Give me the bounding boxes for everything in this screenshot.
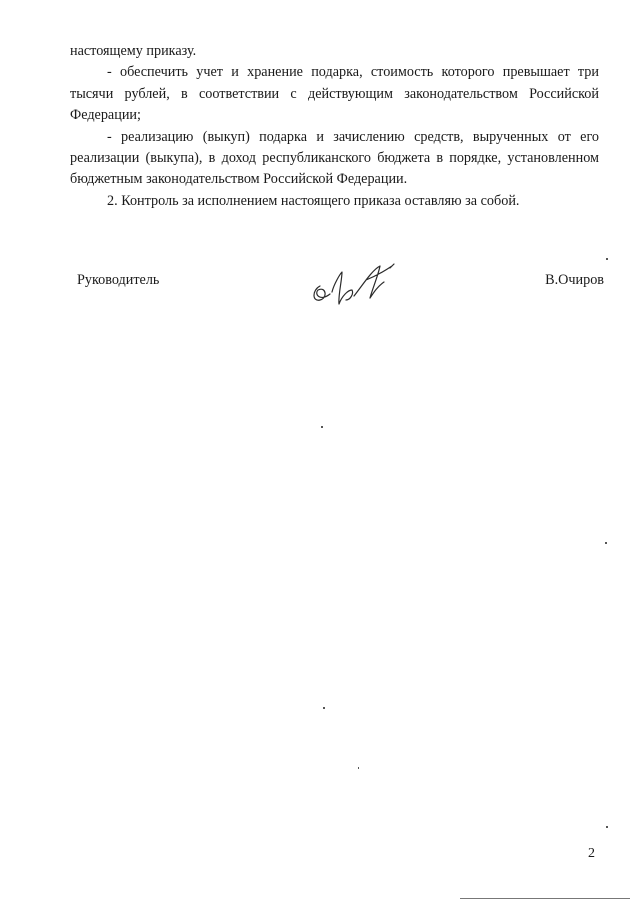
scan-speck	[358, 767, 359, 769]
paragraph-gift-accounting: - обеспечить учет и хранение подарка, стоимость которого превышает три тысячи рублей, в соответствии с действующим законодательством Российской Федерации;	[70, 64, 599, 124]
scan-speck	[605, 542, 607, 544]
scan-speck	[606, 826, 608, 828]
scan-speck	[321, 426, 323, 428]
page-number: 2	[588, 846, 595, 861]
scan-speck	[323, 707, 325, 709]
handwritten-signature	[306, 256, 402, 314]
signer-role: Руководитель	[77, 272, 160, 288]
scan-speck	[606, 258, 608, 260]
footer-rule	[460, 898, 630, 899]
paragraph-gift-sale: - реализацию (выкуп) подарка и зачислению средств, вырученных от его реализации (выкупа), в доход республиканского бюджета в порядке, установленном бюджетным законодательством Российской Федерации.	[70, 128, 599, 188]
paragraph-continuation: настоящему приказу.	[70, 43, 197, 59]
document-body	[70, 41, 599, 212]
paragraph-control: 2. Контроль за исполнением настоящего приказа оставляю за собой.	[107, 192, 520, 209]
signer-name: В.Очиров	[545, 272, 604, 288]
